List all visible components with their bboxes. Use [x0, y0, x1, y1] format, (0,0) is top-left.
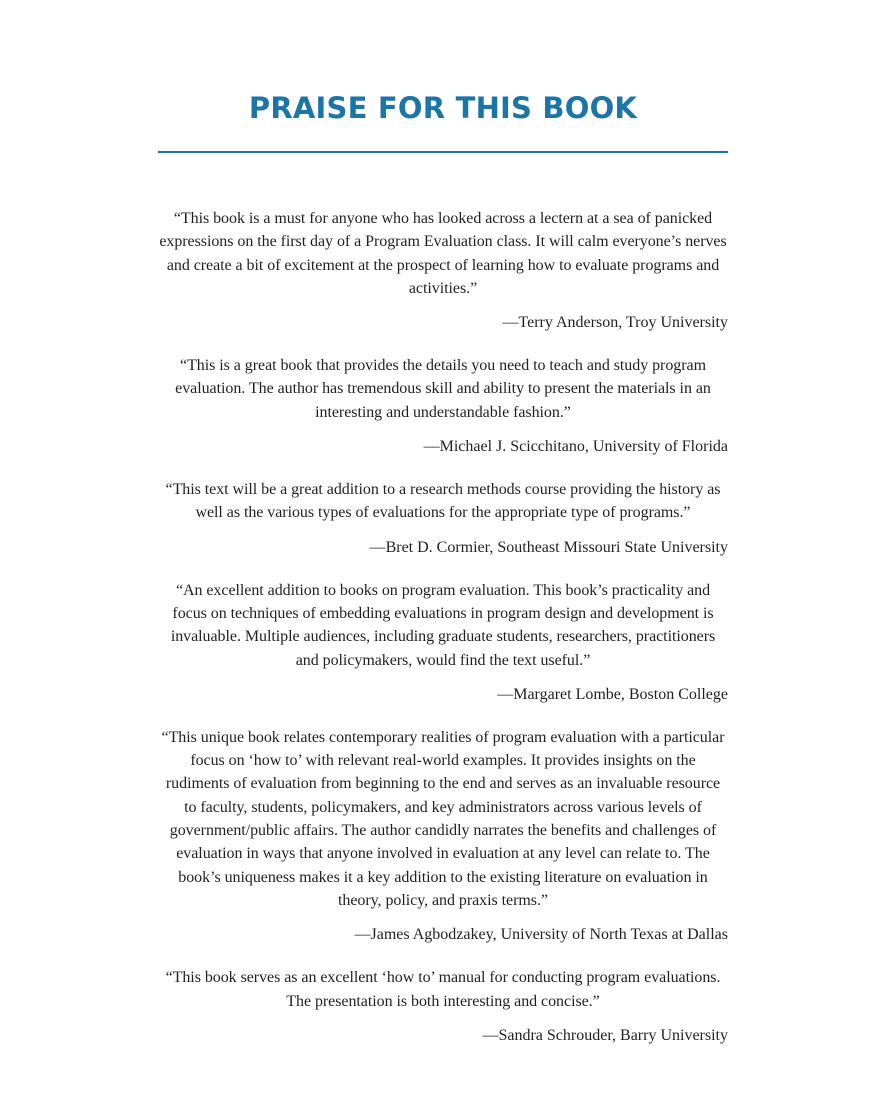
- blurb-quote: “This is a great book that provides the details you need to teach and study program evaluation. The author has tremendous skill and ability to present the materials in an interesting and understandable fashion.”: [175, 357, 711, 421]
- blurb-quote: “This unique book relates contemporary realities of program evaluation with a particular focus on ‘how to’ with relevant real-world examples. It provides insights on the rudiments of evaluation from beginning to the end and serves as an invaluable resource to faculty, students, policymakers, and key administrators across various levels of government/public affairs. The author candidly narrates the benefits and challenges of evaluation in ways that anyone involved in evaluation at any level can relate to. The book’s uniqueness makes it a key addition to the existing literature on evaluation in theory, policy, and praxis terms.”: [161, 728, 725, 909]
- blurb-attribution: —Terry Anderson, Troy University: [502, 314, 728, 332]
- title-divider: [158, 151, 728, 153]
- praise-blurb: [158, 478, 728, 559]
- blurb-attribution: —Margaret Lombe, Boston College: [497, 685, 728, 703]
- blurb-quote: “This book is a must for anyone who has looked across a lectern at a sea of panicked expressions on the first day of a Program Evaluation class. It will calm everyone’s nerves and create a bit of excitement at the prospect of learning how to evaluate programs and activities.”: [159, 210, 727, 297]
- praise-blurb: [158, 207, 728, 334]
- praise-blurb: [158, 354, 728, 458]
- blurb-attribution: —Bret D. Cormier, Southeast Missouri State University: [369, 538, 728, 556]
- blurb-attribution: —Michael J. Scicchitano, University of Florida: [423, 438, 728, 456]
- praise-blurb: [158, 579, 728, 706]
- blurb-attribution: —Sandra Schrouder, Barry University: [482, 1026, 728, 1044]
- praise-blurb: [158, 726, 728, 946]
- praise-list: [158, 207, 728, 1067]
- blurb-quote: “An excellent addition to books on program evaluation. This book’s practicality and focus on techniques of embedding evaluations in program design and development is invaluable. Multiple audiences, including graduate students, researchers, practitioners and policymakers, would find the text useful.”: [170, 581, 716, 669]
- blurb-attribution: —James Agbodzakey, University of North Texas at Dallas: [354, 926, 728, 944]
- page-title: PRAISE FOR THIS BOOK: [248, 91, 638, 125]
- blurb-quote: “This book serves as an excellent ‘how to’ manual for conducting program evaluations. The presentation is both interesting and concise.”: [165, 969, 721, 1010]
- praise-blurb: [158, 966, 728, 1047]
- blurb-quote: “This text will be a great addition to a research methods course providing the history as well as the various types of evaluations for the appropriate type of programs.”: [165, 481, 721, 522]
